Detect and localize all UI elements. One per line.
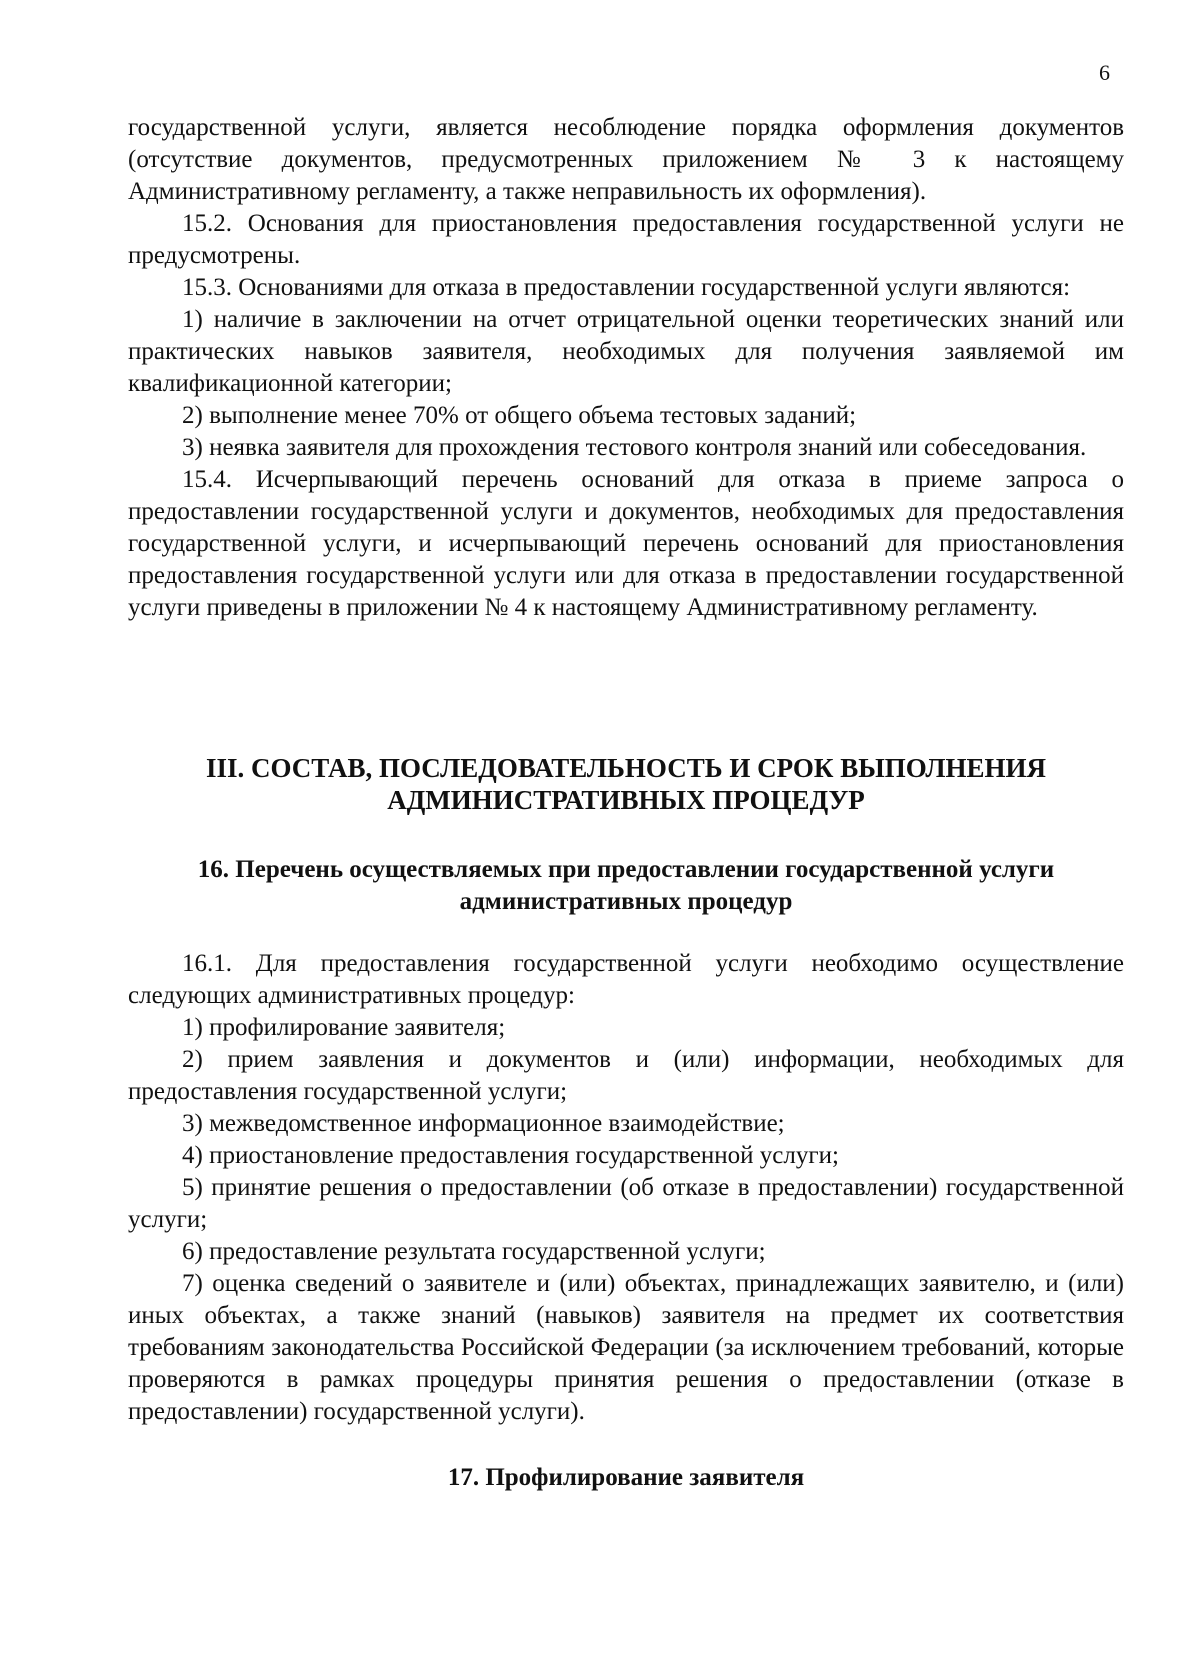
section-16-heading xyxy=(128,854,1124,918)
procedure-list-item: 6) предоставление результата государственной услуги; xyxy=(182,1238,766,1265)
paragraph-16-1: 16.1. Для предоставления государственной услуги необходимо осуществление следующих административных процедур: xyxy=(128,950,1124,1009)
section-3-heading-line-1: III. СОСТАВ, ПОСЛЕДОВАТЕЛЬНОСТЬ И СРОК ВЫПОЛНЕНИЯ xyxy=(205,753,1047,783)
procedure-list-item: 1) профилирование заявителя; xyxy=(182,1014,506,1041)
procedure-list-item: 2) прием заявления и документов и (или) информации, необходимых для предоставления государственной услуги; xyxy=(128,1046,1124,1105)
section-17-heading xyxy=(128,1462,1124,1494)
section-3-heading xyxy=(128,752,1124,816)
procedure-list-item: 7) оценка сведений о заявителе и (или) объектах, принадлежащих заявителю, и (или) иных объектах, а также знаний (навыков) заявителя на предмет их соответствия требованиям законодательства Российской Федерации (за исключением требований, которые проверяются в рамках процедуры принятия решения о предоставлении (отказе в предоставлении) государственной услуги). xyxy=(128,1270,1124,1425)
section-15-continuation xyxy=(128,112,1124,624)
section-16-heading-line-1: 16. Перечень осуществляемых при предоставлении государственной услуги xyxy=(197,856,1055,883)
section-17-title: 17. Профилирование заявителя xyxy=(447,1464,805,1491)
procedure-list-item: 4) приостановление предоставления государственной услуги; xyxy=(182,1142,839,1169)
procedure-list-item: 3) межведомственное информационное взаимодействие; xyxy=(182,1110,785,1137)
paragraph-15-3: 15.3. Основаниями для отказа в предоставлении государственной услуги являются: xyxy=(182,274,1071,301)
paragraph-15-3-item-1: 1) наличие в заключении на отчет отрицательной оценки теоретических знаний или практических навыков заявителя, необходимых для получения заявляемой им квалификационной категории; xyxy=(128,306,1124,397)
paragraph-continuation: государственной услуги, является несоблюдение порядка оформления документов (отсутствие документов, предусмотренных приложением № 3 к настоящему Административному регламенту, а также неправильность их оформления). xyxy=(128,114,1124,205)
paragraph-15-3-item-2: 2) выполнение менее 70% от общего объема тестовых заданий; xyxy=(182,402,857,429)
section-16-body xyxy=(128,948,1124,1428)
page-number: 6 xyxy=(1099,60,1110,85)
procedure-list-item: 5) принятие решения о предоставлении (об отказе в предоставлении) государственной услуги; xyxy=(128,1174,1124,1233)
paragraph-15-4: 15.4. Исчерпывающий перечень оснований для отказа в приеме запроса о предоставлении государственной услуги и документов, необходимых для предоставления государственной услуги, и исчерпывающий перечень оснований для приостановления предоставления государственной услуги или для отказа в предоставлении государственной услуги приведены в приложении № 4 к настоящему Административному регламенту. xyxy=(128,466,1124,621)
section-3-heading-line-2: АДМИНИСТРАТИВНЫХ ПРОЦЕДУР xyxy=(387,785,865,815)
paragraph-15-3-item-3: 3) неявка заявителя для прохождения тестового контроля знаний или собеседования. xyxy=(182,434,1087,461)
section-16-heading-line-2: административных процедур xyxy=(459,888,793,915)
paragraph-15-2: 15.2. Основания для приостановления предоставления государственной услуги не предусмотрены. xyxy=(128,210,1124,269)
